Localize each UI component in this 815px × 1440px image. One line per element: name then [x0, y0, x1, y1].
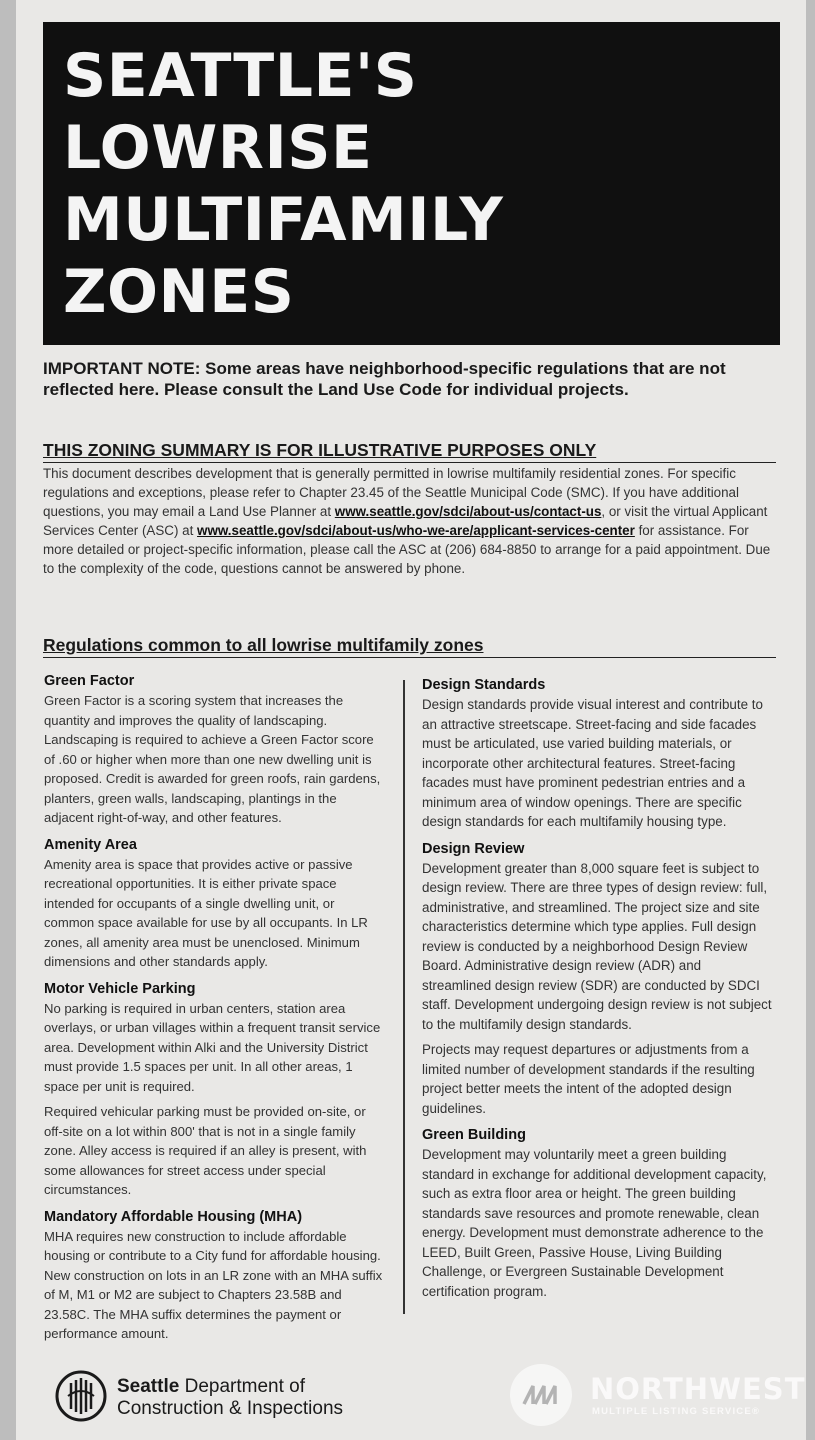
amenity-area-heading: Amenity Area — [44, 836, 137, 853]
design-review-text-2: Projects may request departures or adjustments from a limited number of development standards if the resulting project better meets the intent of the adopted design guidelines. — [422, 1042, 755, 1116]
seattle-seal-icon — [54, 1369, 108, 1423]
nwmls-name: NORTHWEST — [590, 1372, 806, 1406]
left-column — [44, 672, 384, 1352]
regulations-heading: Regulations common to all lowrise multifamily zones — [43, 635, 776, 658]
dept-name-bold: Seattle — [117, 1376, 180, 1397]
title-line-4: ZONES — [63, 257, 295, 327]
title-line-3: MULTIFAMILY — [63, 185, 504, 255]
title-banner — [43, 22, 780, 345]
nwmls-circle-icon — [510, 1364, 572, 1426]
design-review-text-1: Development greater than 8,000 square feet is subject to design review. There are three types of design review: full, administrative, and streamlined. The project size and site characteristics determine which type applies. Full design review is conducted by a neighborhood Design Review Board. Administrative design review (ADR) and streamlined design review (SDR) are conducted by SDCI staff. Development undergoing design review is not subject to the multifamily design standards. — [422, 860, 772, 1032]
title-line-1: SEATTLE'S — [63, 41, 418, 111]
amenity-area-text: Amenity area is space that provides active or passive recreational opportunities. It is either private space intended for occupants of a single dwelling unit, or common space available for use by all occupants. In LR zones, all amenity area must be unenclosed. Minimum dimensions and other standards apply. — [44, 856, 368, 969]
parking-text-2: Required vehicular parking must be provided on-site, or off-site on a lot within 800' that is not in a single family zone. Alley access is required if an alley is present, with some allowances for street access under special circumstances. — [44, 1104, 367, 1197]
design-standards-section — [422, 676, 772, 832]
parking-section — [44, 980, 384, 1200]
amenity-area-section — [44, 836, 384, 972]
mha-section — [44, 1208, 384, 1344]
green-building-heading: Green Building — [422, 1127, 526, 1143]
nwmls-subtitle: MULTIPLE LISTING SERVICE® — [592, 1406, 761, 1417]
title-line-2: LOWRISE — [63, 113, 373, 183]
green-building-section — [422, 1126, 772, 1301]
summary-text — [43, 464, 776, 578]
parking-heading: Motor Vehicle Parking — [44, 980, 196, 997]
dept-name-line-2: Construction & Inspections — [117, 1398, 344, 1419]
mha-text: MHA requires new construction to include affordable housing or contribute to a City fund for affordable housing. New construction on lots in an LR zone with an MHA suffix of M, M1 or M2 are subject to Chapters 23.58B and 23.58C. The MHA suffix determines the payment or performance amount. — [44, 1228, 383, 1341]
contact-us-link[interactable]: www.seattle.gov/sdci/about-us/contact-us — [334, 504, 602, 519]
design-standards-heading: Design Standards — [422, 677, 546, 693]
green-factor-heading: Green Factor — [44, 673, 135, 689]
sdci-logo — [54, 1369, 374, 1425]
green-factor-section — [44, 672, 384, 828]
parking-text-1: No parking is required in urban centers, station area overlays, or urban villages within a frequent transit service area. Development within Alki and the University District must provide 1.5 spaces per unit. In all other areas, 1 space per unit is required. — [44, 1000, 381, 1094]
important-note: IMPORTANT NOTE: Some areas have neighborhood-specific regulations that are not reflected here. Please consult the Land Use Code for individual projects. — [43, 359, 726, 399]
mha-heading: Mandatory Affordable Housing (MHA) — [44, 1208, 303, 1225]
summary-text-part-3: for assistance. For more detailed or project-specific information, please call the ASC at (206) 684-8850 to arrange for a paid appointment. Due to the complexity of the code, questions cannot be answered by phone. — [43, 523, 771, 576]
nwmls-mark-icon — [521, 1382, 561, 1408]
applicant-services-link[interactable]: www.seattle.gov/sdci/about-us/who-we-are/applicant-services-center — [197, 523, 635, 538]
design-review-heading: Design Review — [422, 840, 525, 857]
summary-text-part-1: This document describes development that is generally permitted in lowrise multifamily residential zones. For specific regulations and exceptions, please refer to Chapter 23.45 of the Seattle Municipal Code (SMC). If you have additional questions, you may email a Land Use Planner at — [43, 466, 739, 519]
summary-heading: THIS ZONING SUMMARY IS FOR ILLUSTRATIVE PURPOSES ONLY — [43, 441, 776, 463]
design-review-section — [422, 840, 772, 1119]
design-standards-text: Design standards provide visual interest and contribute to an attractive streetscape. Street-facing and side facades must be articulated, use varied building materials, or incorporate other architectural features. Street-facing facades must have prominent pedestrian entries and a minimum area of window openings. There are specific design standards for each multifamily housing type. — [422, 697, 763, 829]
summary-text-part-2: , or visit the virtual Applicant Services Center (ASC) at — [43, 504, 768, 538]
green-building-text: Development may voluntarily meet a green building standard in exchange for additional development capacity, such as extra floor area or height. The green building standards save resources and promote renewable, clean energy. Development must demonstrate adherence to the LEED, Built Green, Passive House, Living Building Challenge, or Evergreen Sustainable Development certification program. — [422, 1147, 767, 1299]
nwmls-watermark — [510, 1364, 806, 1428]
page-title — [63, 40, 503, 328]
right-column — [422, 676, 772, 1309]
dept-name-line-1: Department of — [179, 1376, 305, 1397]
column-divider — [403, 680, 405, 1314]
green-factor-text: Green Factor is a scoring system that increases the quantity and improves the quality of landscaping. Landscaping is required to achieve a Green Factor score of .60 or higher when more than one new dwelling unit is proposed. Credit is awarded for green roofs, rain gardens, planters, green walls, landscaping, plantings in the adjacent right-of-way, and other features. — [44, 693, 381, 825]
dept-name — [117, 1376, 343, 1420]
